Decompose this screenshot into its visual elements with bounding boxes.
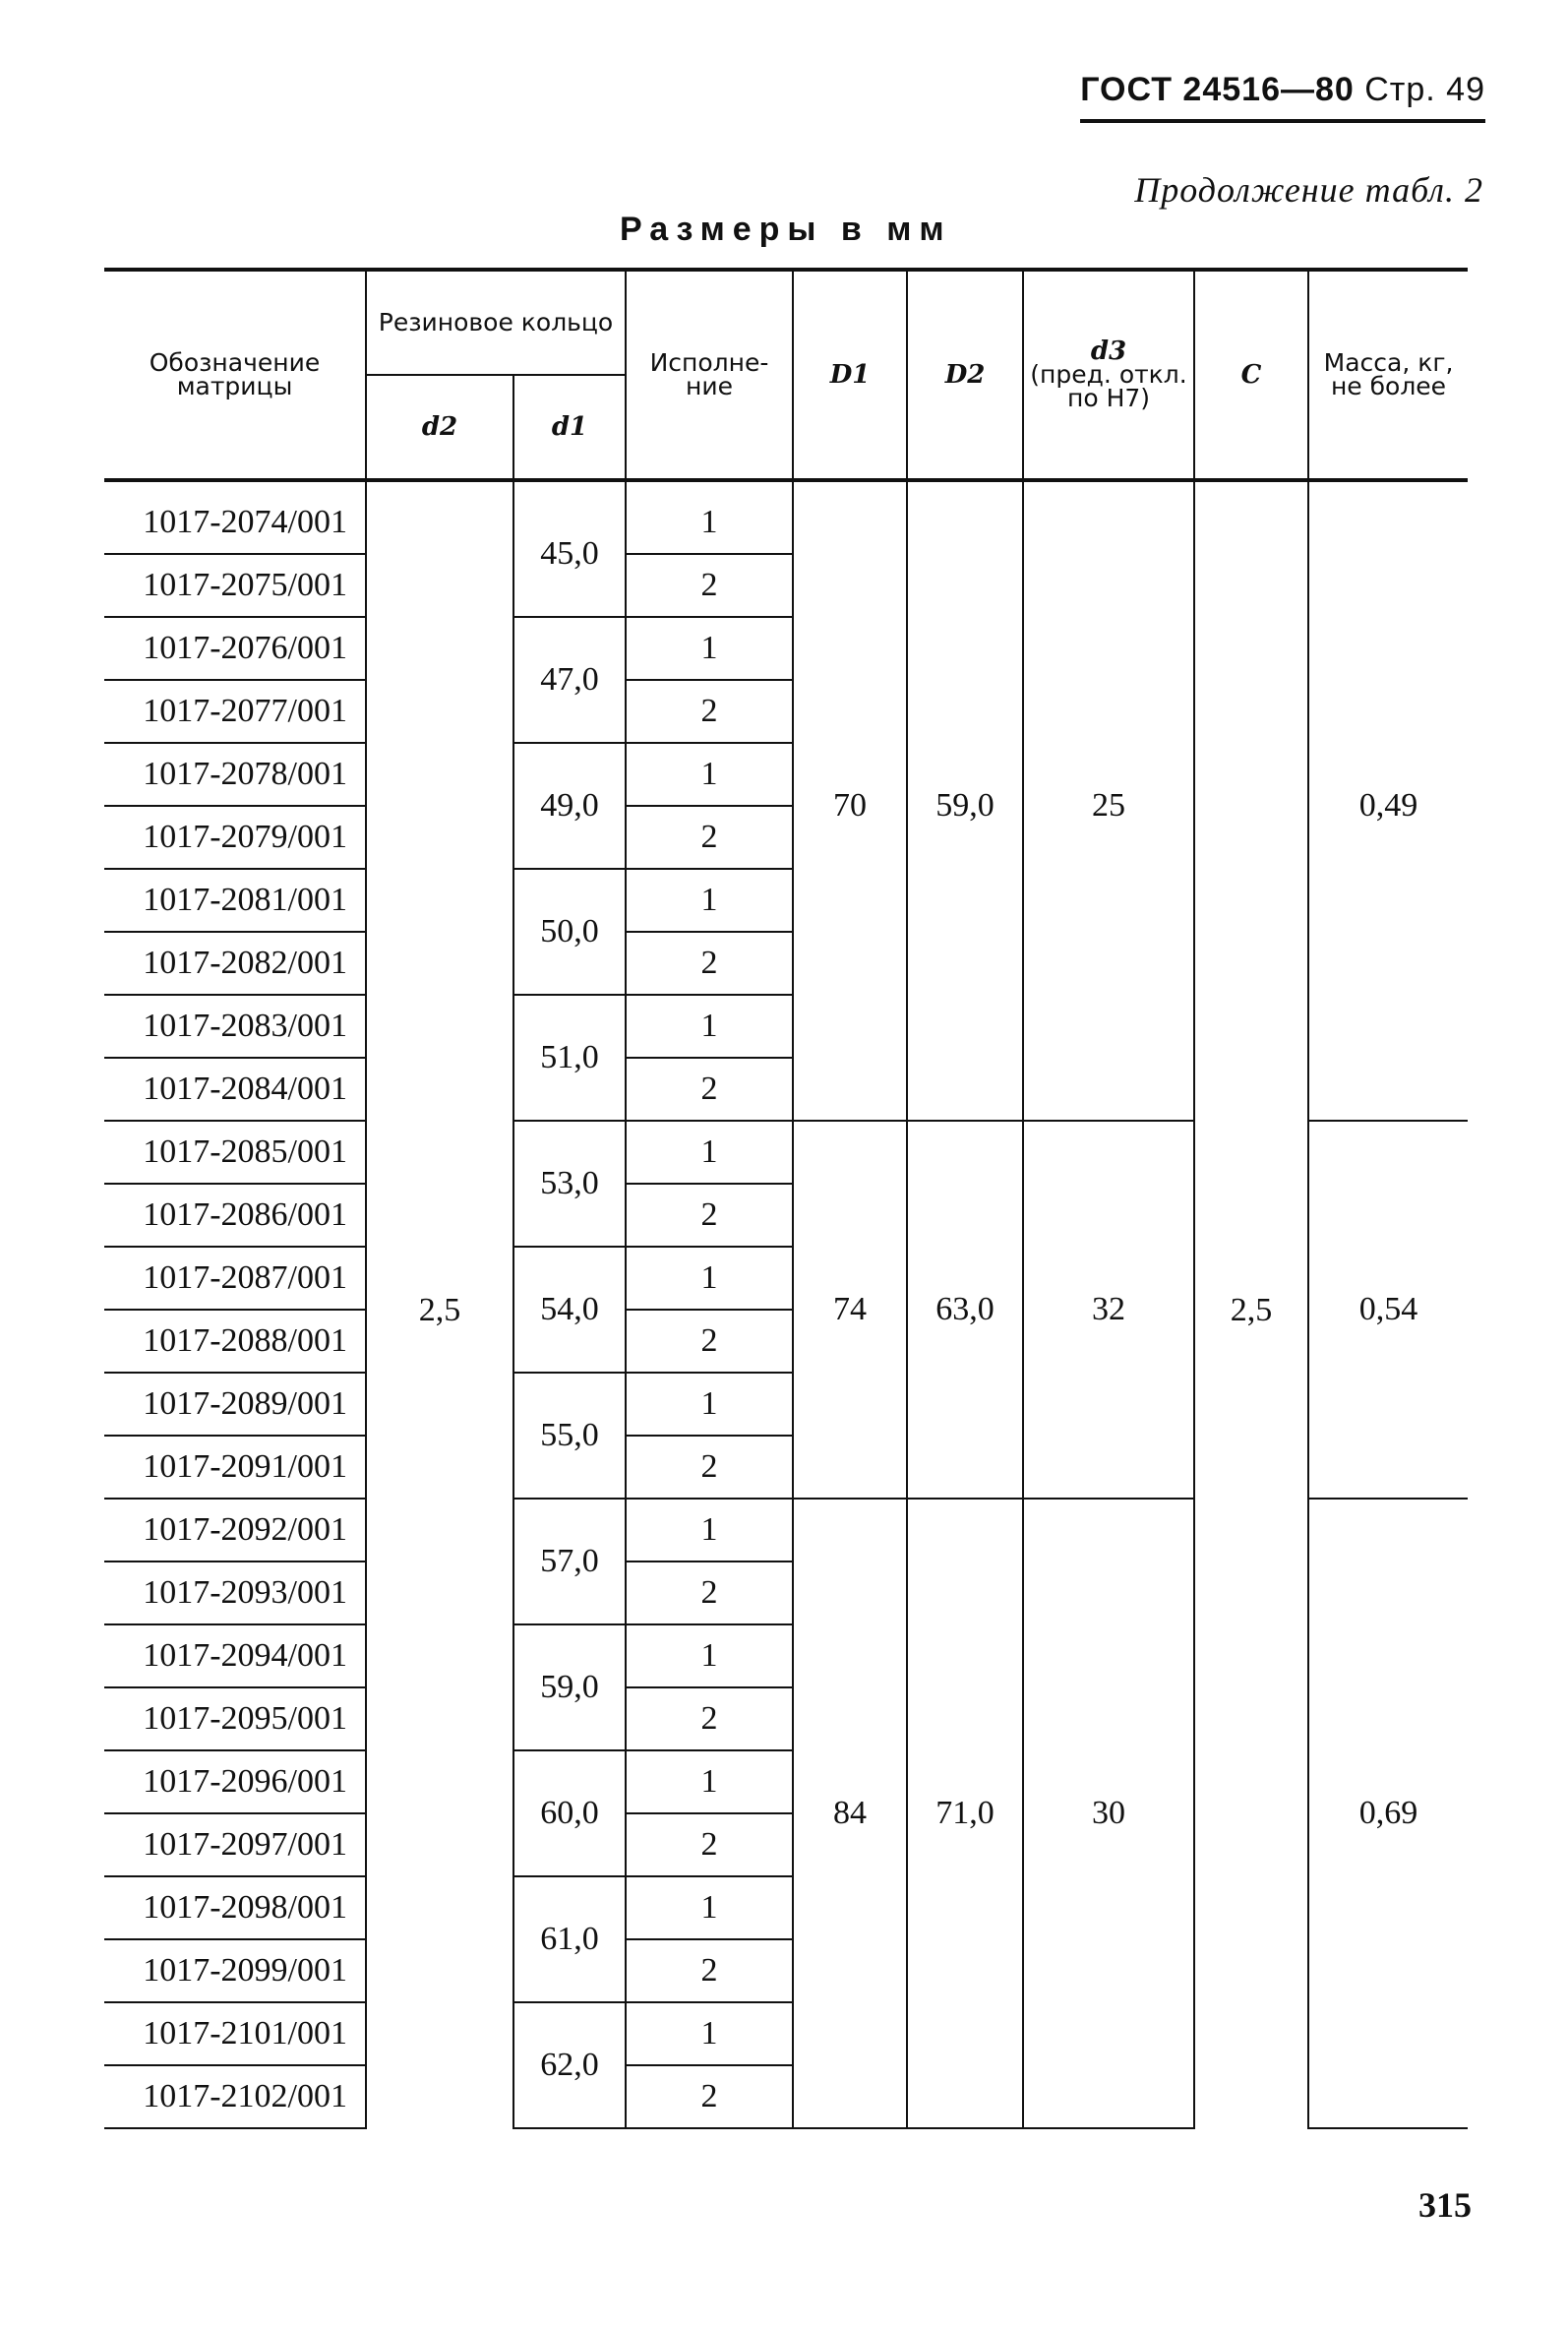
designation-cell: 1017-2102/001	[104, 2065, 366, 2128]
designation-cell: 1017-2089/001	[104, 1373, 366, 1436]
table-row	[104, 480, 1468, 554]
designation-cell: 1017-2097/001	[104, 1813, 366, 1876]
version-cell: 1	[626, 1373, 793, 1436]
d3-cell: 32	[1023, 1121, 1194, 1499]
D2-cell: 59,0	[907, 480, 1023, 1121]
designation-cell: 1017-2081/001	[104, 869, 366, 932]
designation-cell: 1017-2101/001	[104, 2002, 366, 2065]
designation-cell: 1017-2093/001	[104, 1562, 366, 1624]
designation-cell: 1017-2087/001	[104, 1247, 366, 1310]
version-cell: 1	[626, 869, 793, 932]
col-rubber-ring: Резиновое кольцо	[366, 270, 626, 375]
d1-cell: 60,0	[513, 1750, 626, 1876]
D2-cell: 71,0	[907, 1499, 1023, 2128]
col-d3-note: (пред. откл. по H7)	[1030, 360, 1187, 412]
D1-cell: 74	[793, 1121, 907, 1499]
designation-cell: 1017-2074/001	[104, 480, 366, 554]
col-C-label: C	[1240, 360, 1262, 390]
version-cell: 2	[626, 2065, 793, 2128]
page-number: 315	[1418, 2185, 1472, 2225]
version-cell: 2	[626, 1687, 793, 1750]
C-cell: 2,5	[1194, 480, 1308, 2128]
version-cell: 1	[626, 480, 793, 554]
page-label: Стр. 49	[1364, 71, 1485, 108]
designation-cell: 1017-2095/001	[104, 1687, 366, 1750]
D2-cell: 63,0	[907, 1121, 1023, 1499]
d1-cell: 54,0	[513, 1247, 626, 1373]
version-cell: 1	[626, 1750, 793, 1813]
d3-cell: 25	[1023, 480, 1194, 1121]
col-designation: Обозначение матрицы	[104, 270, 366, 480]
col-d3-label: d3	[1090, 337, 1127, 366]
col-C	[1194, 270, 1308, 480]
version-cell: 1	[626, 2002, 793, 2065]
running-header	[1080, 71, 1485, 123]
d1-cell: 45,0	[513, 480, 626, 617]
designation-cell: 1017-2086/001	[104, 1184, 366, 1247]
d1-cell: 50,0	[513, 869, 626, 995]
version-cell: 2	[626, 1562, 793, 1624]
d1-cell: 55,0	[513, 1373, 626, 1499]
version-cell: 1	[626, 1499, 793, 1562]
designation-cell: 1017-2079/001	[104, 806, 366, 869]
version-cell: 1	[626, 1876, 793, 1939]
designation-cell: 1017-2083/001	[104, 995, 366, 1058]
mass-cell: 0,69	[1308, 1499, 1468, 2128]
mass-cell: 0,49	[1308, 480, 1468, 1121]
col-D1	[793, 270, 907, 480]
version-cell: 1	[626, 1121, 793, 1184]
col-d1-label: d1	[551, 412, 588, 442]
version-cell: 2	[626, 680, 793, 743]
d1-cell: 53,0	[513, 1121, 626, 1247]
d1-cell: 51,0	[513, 995, 626, 1121]
col-D1-label: D1	[829, 360, 871, 390]
d1-cell: 61,0	[513, 1876, 626, 2002]
designation-cell: 1017-2085/001	[104, 1121, 366, 1184]
designation-cell: 1017-2078/001	[104, 743, 366, 806]
col-D2	[907, 270, 1023, 480]
designation-cell: 1017-2099/001	[104, 1939, 366, 2002]
d2-cell: 2,5	[366, 480, 513, 2128]
designation-cell: 1017-2082/001	[104, 932, 366, 995]
d1-cell: 47,0	[513, 617, 626, 743]
col-d2	[366, 375, 513, 480]
version-cell: 2	[626, 1813, 793, 1876]
designation-cell: 1017-2075/001	[104, 554, 366, 617]
d1-cell: 49,0	[513, 743, 626, 869]
version-cell: 2	[626, 554, 793, 617]
designation-cell: 1017-2077/001	[104, 680, 366, 743]
version-cell: 1	[626, 995, 793, 1058]
col-d2-label: d2	[421, 412, 458, 442]
d1-cell: 59,0	[513, 1624, 626, 1750]
D1-cell: 70	[793, 480, 907, 1121]
version-cell: 1	[626, 743, 793, 806]
col-D2-label: D2	[944, 360, 986, 390]
designation-cell: 1017-2091/001	[104, 1436, 366, 1499]
d3-cell: 30	[1023, 1499, 1194, 2128]
col-d3	[1023, 270, 1194, 480]
designation-cell: 1017-2092/001	[104, 1499, 366, 1562]
col-d1	[513, 375, 626, 480]
matrix-dimensions-table	[104, 268, 1468, 2129]
version-cell: 2	[626, 932, 793, 995]
designation-cell: 1017-2084/001	[104, 1058, 366, 1121]
D1-cell: 84	[793, 1499, 907, 2128]
version-cell: 2	[626, 1310, 793, 1373]
mass-cell: 0,54	[1308, 1121, 1468, 1499]
version-cell: 1	[626, 1624, 793, 1687]
d1-cell: 57,0	[513, 1499, 626, 1624]
version-cell: 2	[626, 1058, 793, 1121]
version-cell: 1	[626, 617, 793, 680]
col-mass: Масса, кг, не более	[1308, 270, 1468, 480]
d1-cell: 62,0	[513, 2002, 626, 2128]
designation-cell: 1017-2096/001	[104, 1750, 366, 1813]
version-cell: 2	[626, 1184, 793, 1247]
version-cell: 1	[626, 1247, 793, 1310]
units-caption: Размеры в мм	[620, 211, 952, 248]
version-cell: 2	[626, 1436, 793, 1499]
table-body	[104, 480, 1468, 2128]
version-cell: 2	[626, 1939, 793, 2002]
designation-cell: 1017-2098/001	[104, 1876, 366, 1939]
version-cell: 2	[626, 806, 793, 869]
col-version: Исполне-ние	[626, 270, 793, 480]
designation-cell: 1017-2088/001	[104, 1310, 366, 1373]
standard-number: ГОСТ 24516—80	[1080, 71, 1355, 108]
table-continuation-note: Продолжение табл. 2	[1134, 170, 1483, 210]
designation-cell: 1017-2094/001	[104, 1624, 366, 1687]
designation-cell: 1017-2076/001	[104, 617, 366, 680]
